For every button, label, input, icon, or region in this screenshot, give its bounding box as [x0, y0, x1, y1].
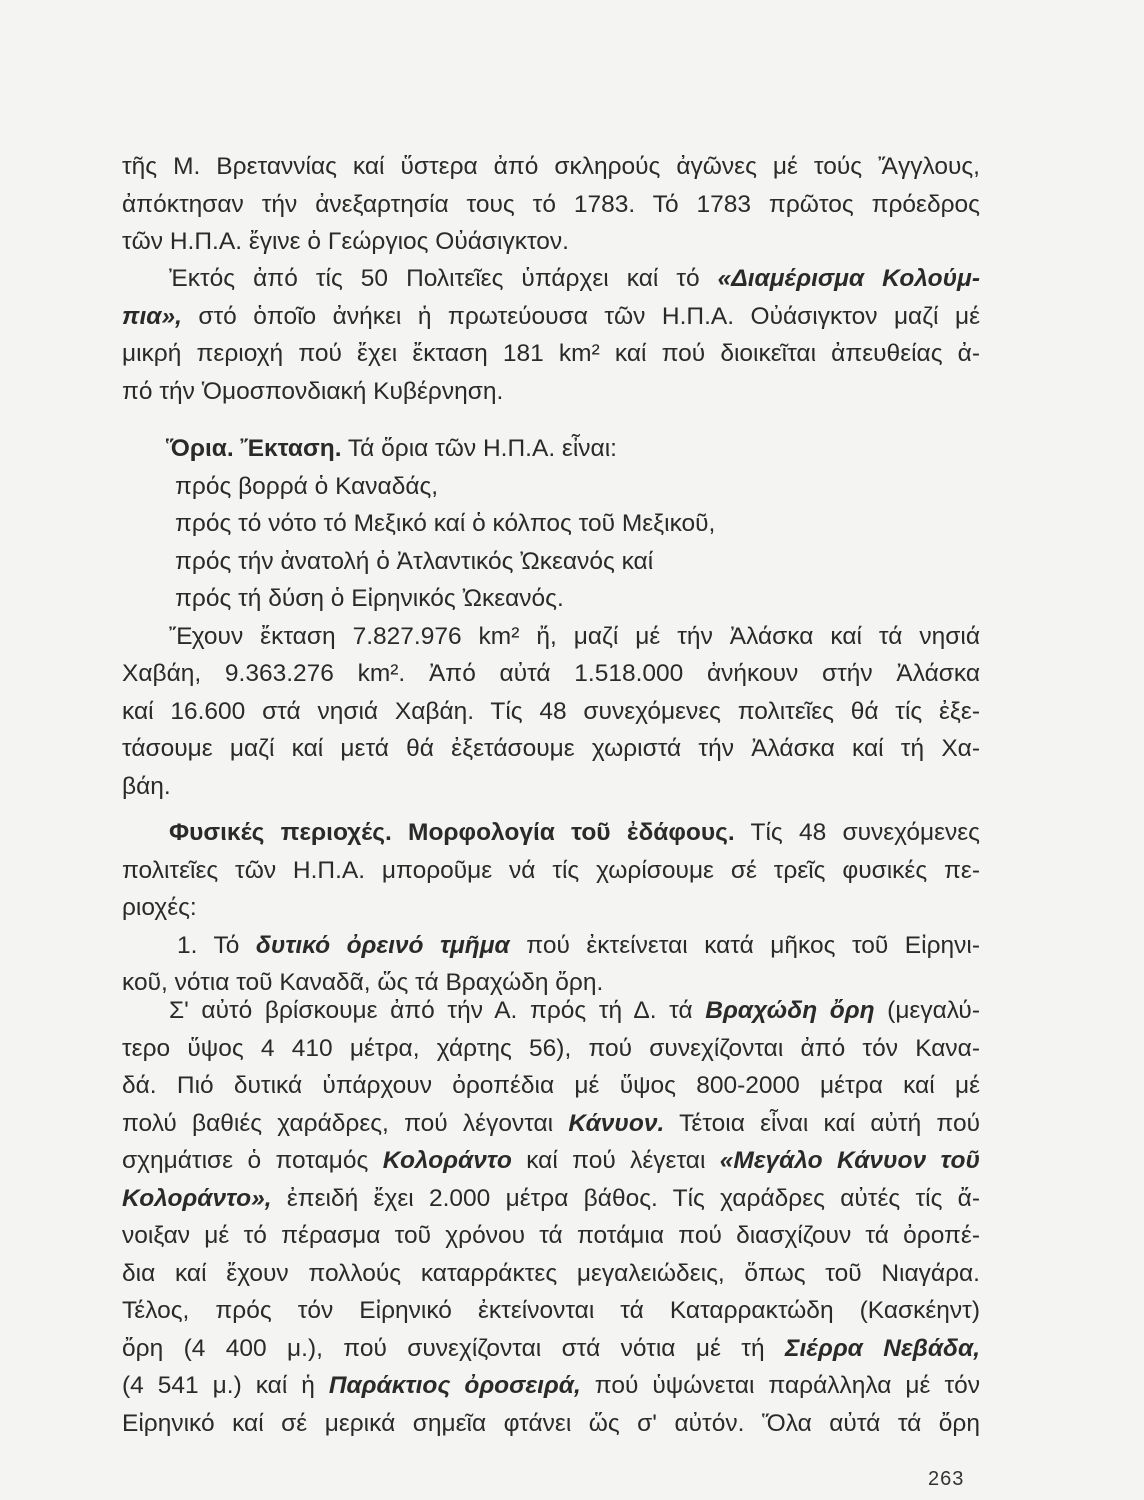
text-span: ὄρη (4 400 μ.), πού συνεχίζονται στά νότια μέ τή: [122, 1334, 765, 1362]
text-line: [122, 1180, 980, 1218]
text-span: σχημάτισε ὁ ποταμός: [122, 1147, 369, 1174]
text-line: [122, 1367, 980, 1405]
text-span: καί πού λέγεται: [526, 1147, 706, 1174]
page-number: 263: [928, 1468, 965, 1490]
text-line: [122, 992, 980, 1030]
paragraph-independence: [122, 148, 980, 261]
text-span: 1. Τό: [177, 931, 240, 959]
text-line: πό τήν Ὁμοσπονδιακή Κυβέρνηση.: [122, 377, 504, 405]
emphasis-district-columbia: «Διαμέρισμα Κολούμ-: [717, 265, 980, 292]
text-span: Τέτοια εἶναι καί αὐτή πού: [679, 1109, 980, 1137]
text-line: τῆς Μ. Βρεταννίας καί ὕστερα ἀπό σκληρούς ἀγῶνες μέ τούς Ἄγγλους,: [122, 153, 980, 180]
text-line: δά. Πιό δυτικά ὑπάρχουν ὀροπέδια μέ ὕψος 800-2000 μέτρα καί μέ: [122, 1072, 980, 1099]
text-span: Τά ὅρια τῶν Η.Π.Α. εἶναι:: [347, 435, 617, 462]
emphasis-western-mountains: δυτικό ὀρεινό τμῆμα: [255, 931, 510, 959]
emphasis-district-columbia-end: πια»,: [122, 302, 182, 330]
text-line: [122, 1142, 980, 1180]
list-item: πρός τό νότο τό Μεξικό καί ὁ κόλπος τοῦ Μεξικοῦ,: [175, 510, 716, 537]
text-span: Ἐκτός ἀπό τίς 50 Πολιτεῖες ὑπάρχει καί τό: [169, 265, 700, 292]
list-item: πρός τήν ἀνατολή ὁ Ἀτλαντικός Ὠκεανός καί: [175, 547, 654, 575]
text-line: Ἔχουν ἔκταση 7.827.976 km² ἤ, μαζί μέ τήν Ἀλάσκα καί τά νησιά: [169, 622, 980, 650]
emphasis-colorado: Κολοράντο: [382, 1147, 512, 1174]
list-item: πρός τή δύση ὁ Εἰρηνικός Ὠκεανός.: [175, 585, 564, 612]
text-line: Εἰρηνικό καί σέ μερικά σημεῖα φτάνει ὥς σ' αὐτόν. Ὅλα αὐτά τά ὄρη: [122, 1409, 980, 1437]
text-line: δια καί ἔχουν πολλούς καταρράκτες μεγαλειώδεις, ὅπως τοῦ Νιαγάρα.: [122, 1259, 980, 1287]
paragraph-rocky-mountains: [122, 992, 980, 1442]
section-physical-regions: [122, 814, 980, 1002]
text-line: ριοχές:: [122, 894, 197, 921]
text-line: τερο ὕψος 4 410 μέτρα, χάρτης 56), πού συνεχίζονται ἀπό τόν Κανα-: [122, 1034, 980, 1062]
text-line: Τέλος, πρός τόν Εἰρηνικό ἐκτείνονται τά Καταρρακτώδη (Κασκέηντ): [122, 1297, 980, 1324]
text-line: πολιτεῖες τῶν Η.Π.Α. μποροῦμε νά τίς χωρίσουμε σέ τρεῖς φυσικές πε-: [122, 856, 980, 884]
text-line: νοιξαν μέ τό πέρασμα τοῦ χρόνου τά ποτάμια πού διασχίζουν τά ὀροπέ-: [122, 1222, 980, 1249]
text-span: Τίς 48 συνεχόμενες: [750, 819, 980, 846]
section-heading-borders: Ὅρια. Ἔκταση.: [166, 435, 342, 462]
text-line: [122, 814, 980, 852]
text-line: [122, 260, 980, 298]
emphasis-grand-canyon: «Μεγάλο Κάνυον τοῦ: [719, 1147, 980, 1174]
text-line: Χαβάη, 9.363.276 km². Ἀπό αὐτά 1.518.000 ἀνήκουν στήν Ἀλάσκα: [122, 660, 980, 687]
text-line: καί 16.600 στά νησιά Χαβάη. Τίς 48 συνεχόμενες πολιτεῖες θά τίς ἐξε-: [122, 697, 980, 725]
list-item: πρός βορρά ὁ Καναδάς,: [175, 472, 439, 500]
text-line: βάη.: [122, 772, 171, 800]
emphasis-rocky-mountains: Βραχώδη ὄρη: [705, 997, 875, 1024]
text-line: ἀπόκτησαν τήν ἀνεξαρτησία τους τό 1783. Τό 1783 πρῶτος πρόεδρος: [122, 190, 980, 218]
emphasis-coast-range: Παράκτιος ὀροσειρά,: [328, 1372, 581, 1399]
text-line: κοῦ, νότια τοῦ Καναδᾶ, ὥς τά Βραχώδη ὄρη.: [122, 969, 604, 996]
text-line: μικρή περιοχή πού ἔχει ἔκταση 181 km² καί πού διοικεῖται ἀπευθείας ἀ-: [122, 340, 980, 367]
text-span: (μεγαλύ-: [887, 997, 980, 1024]
emphasis-grand-canyon-end: Κολοράντο»,: [122, 1184, 272, 1212]
text-line: [122, 1105, 980, 1143]
text-line: [122, 1330, 980, 1368]
text-span: (4 541 μ.) καί ἡ: [122, 1372, 315, 1399]
text-span: πού ὑψώνεται παράλληλα μέ τόν: [594, 1372, 980, 1399]
text-span: στό ὁποῖο ἀνήκει ἡ πρωτεύουσα τῶν Η.Π.Α. Οὐάσιγκτον μαζί μέ: [198, 302, 980, 330]
text-line: τάσουμε μαζί καί μετά θά ἐξετάσουμε χωριστά τήν Ἀλάσκα καί τή Χα-: [122, 735, 980, 762]
text-line: [122, 298, 980, 336]
text-line: τῶν Η.Π.Α. ἔγινε ὁ Γεώργιος Οὐάσιγκτον.: [122, 228, 569, 255]
paragraph-columbia: [122, 260, 980, 410]
section-heading-regions: Φυσικές περιοχές. Μορφολογία τοῦ ἐδάφους.: [169, 819, 735, 846]
emphasis-canyon: Κάνυον.: [568, 1109, 665, 1137]
text-line: [122, 927, 980, 965]
emphasis-sierra-nevada: Σιέρρα Νεβάδα,: [785, 1334, 980, 1362]
text-line: [122, 430, 980, 468]
section-borders: [122, 430, 980, 805]
text-span: ἐπειδή ἔχει 2.000 μέτρα βάθος. Τίς χαράδρες αὐτές τίς ἄ-: [286, 1184, 980, 1212]
text-span: πολύ βαθιές χαράδρες, πού λέγονται: [122, 1109, 554, 1137]
text-span: Σ' αὐτό βρίσκουμε ἀπό τήν Α. πρός τή Δ. τά: [169, 997, 693, 1024]
text-span: πού ἐκτείνεται κατά μῆκος τοῦ Εἰρηνι-: [526, 931, 980, 959]
